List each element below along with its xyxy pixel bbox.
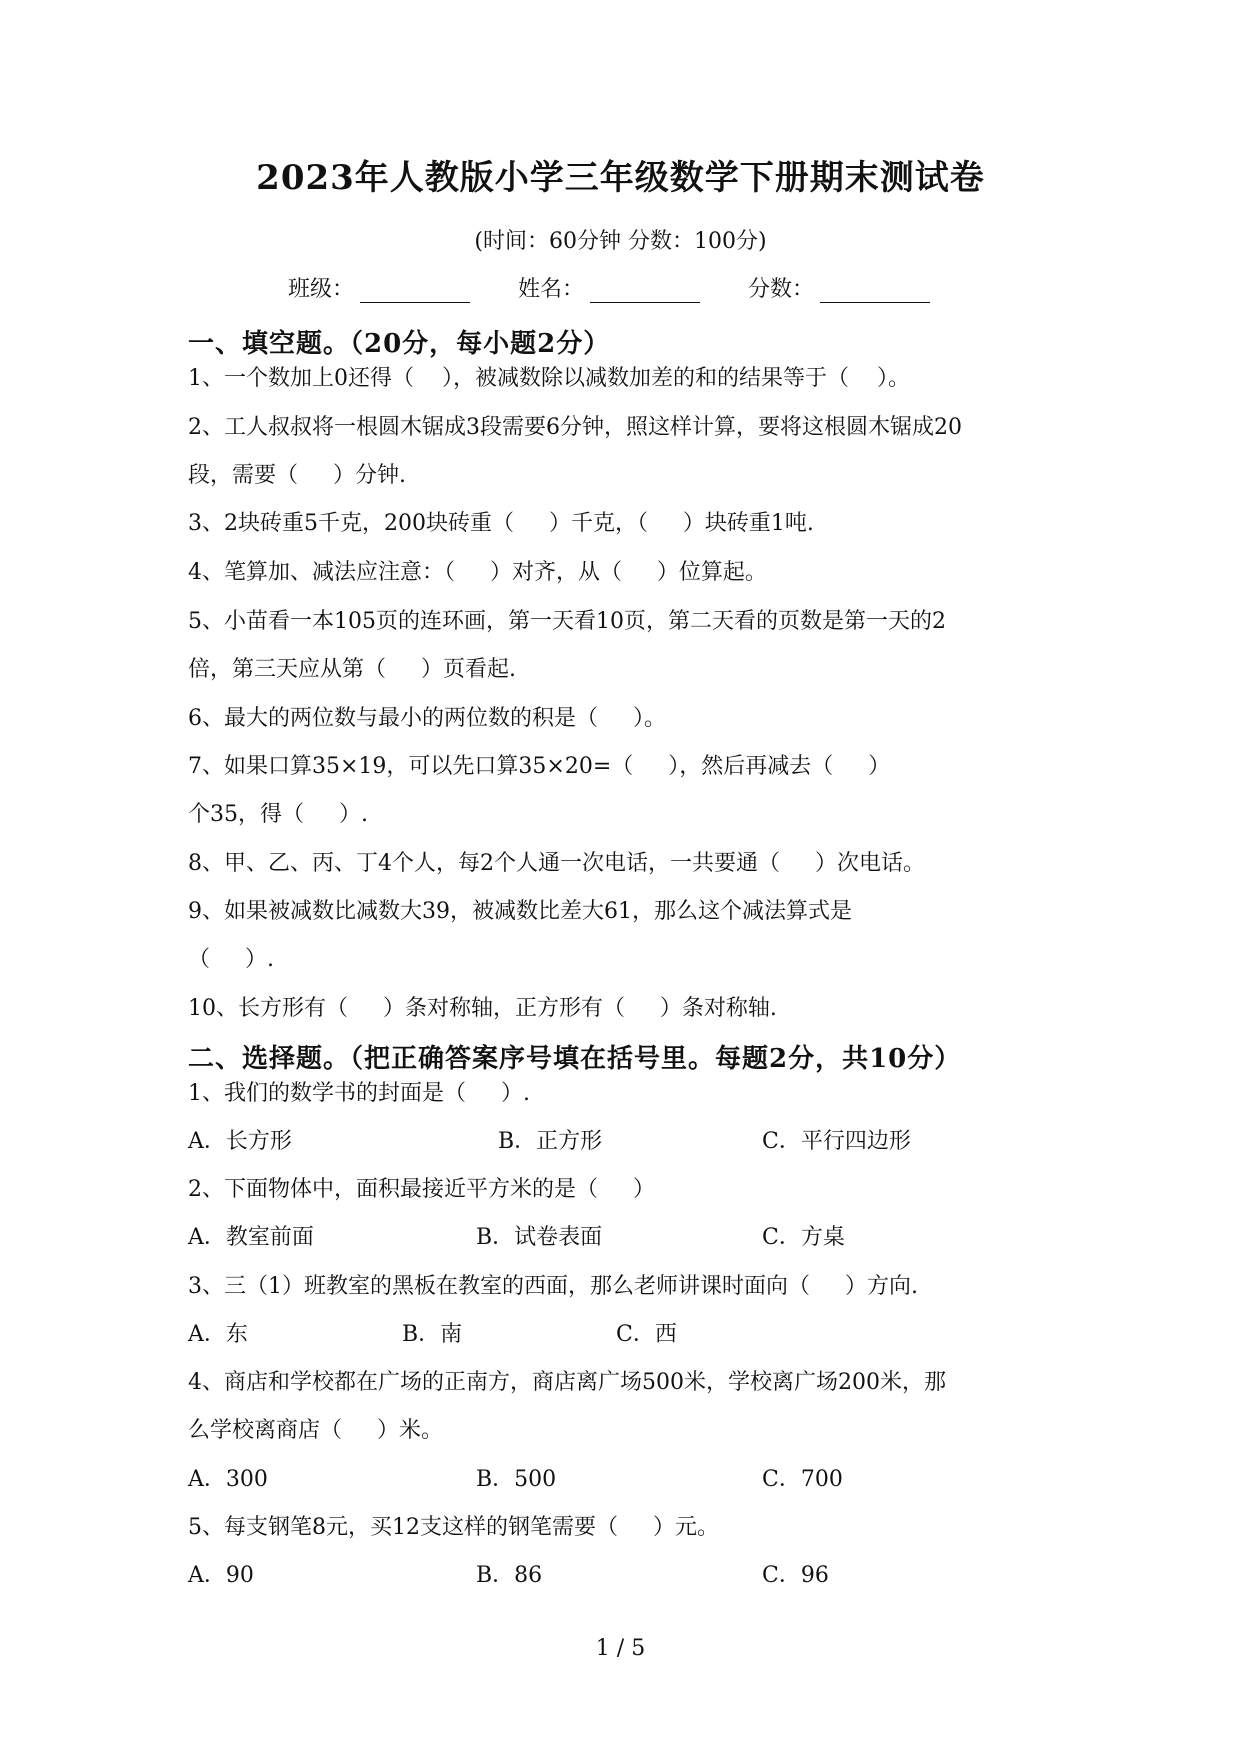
question-line: 个35，得（ ）. [188,802,368,827]
section-heading-fill-in: 一、填空题。（20分，每小题2分） [188,329,611,359]
choice-question: 3、三（1）班教室的黑板在教室的西面，那么老师讲课时面向（ ）方向. [188,1274,918,1299]
option-c[interactable]: C．700 [762,1467,843,1492]
choice-question: 2、下面物体中，面积最接近平方米的是（ ） [188,1177,655,1202]
question-line: 段，需要（ ）分钟. [188,463,406,488]
question-line: 9、如果被减数比减数大39，被减数比差大61，那么这个减法算式是 [188,899,852,924]
question-line: 6、最大的两位数与最小的两位数的积是（ ）。 [188,706,666,731]
option-b[interactable]: B．正方形 [498,1129,603,1154]
option-a[interactable]: A．东 [188,1322,248,1347]
class-blank[interactable] [360,280,470,303]
question-line: 倍，第三天应从第（ ）页看起. [188,657,516,682]
option-c[interactable]: C．96 [762,1563,829,1588]
question-line: 2、工人叔叔将一根圆木锯成3段需要6分钟，照这样计算，要将这根圆木锯成20 [188,415,962,440]
section-heading-multiple-choice: 二、选择题。（把正确答案序号填在括号里。每题2分，共10分） [188,1044,962,1074]
choice-question: 5、每支钢笔8元，买12支这样的钢笔需要（ ）元。 [188,1515,719,1540]
option-a[interactable]: A．教室前面 [188,1225,314,1250]
class-field [288,272,470,303]
option-a[interactable]: A．长方形 [188,1129,292,1154]
question-line: 3、2块砖重5千克，200块砖重（ ）千克，（ ）块砖重1吨. [188,511,814,536]
page-number: 1 / 5 [595,1636,646,1661]
option-b[interactable]: B．86 [476,1563,543,1588]
option-c[interactable]: C．平行四边形 [762,1129,911,1154]
choice-question-cont: 么学校离商店（ ）米。 [188,1418,443,1443]
question-line: 10、长方形有（ ）条对称轴，正方形有（ ）条对称轴. [188,996,777,1021]
option-b[interactable]: B．500 [476,1467,557,1492]
score-field [748,272,930,303]
class-label: 班级： [288,277,355,302]
option-b[interactable]: B．试卷表面 [476,1225,603,1250]
name-blank[interactable] [590,280,700,303]
name-field [518,272,700,303]
name-label: 姓名： [518,277,585,302]
page-title: 2023年人教版小学三年级数学下册期末测试卷 [256,158,985,198]
score-blank[interactable] [820,280,930,303]
question-line: （ ）. [188,947,274,972]
question-line: 4、笔算加、减法应注意：（ ）对齐，从（ ）位算起。 [188,560,767,585]
score-label: 分数： [748,277,815,302]
student-info-row [288,272,930,303]
question-line: 1、一个数加上0还得（ ），被减数除以减数加差的和的结果等于（ ）。 [188,366,910,391]
option-a[interactable]: A．90 [188,1563,254,1588]
option-c[interactable]: C．西 [616,1322,677,1347]
choice-question: 4、商店和学校都在广场的正南方，商店离广场500米，学校离广场200米，那 [188,1370,946,1395]
choice-question: 1、我们的数学书的封面是（ ）. [188,1081,530,1106]
exam-time-score: (时间：60分钟 分数：100分) [474,229,767,254]
option-b[interactable]: B．南 [402,1322,463,1347]
question-line: 5、小苗看一本105页的连环画，第一天看10页，第二天看的页数是第一天的2 [188,609,946,634]
question-line: 7、如果口算35×19，可以先口算35×20=（ ），然后再减去（ ） [188,754,891,779]
option-c[interactable]: C．方桌 [762,1225,845,1250]
option-a[interactable]: A．300 [188,1467,268,1492]
question-line: 8、甲、乙、丙、丁4个人，每2个人通一次电话，一共要通（ ）次电话。 [188,851,925,876]
